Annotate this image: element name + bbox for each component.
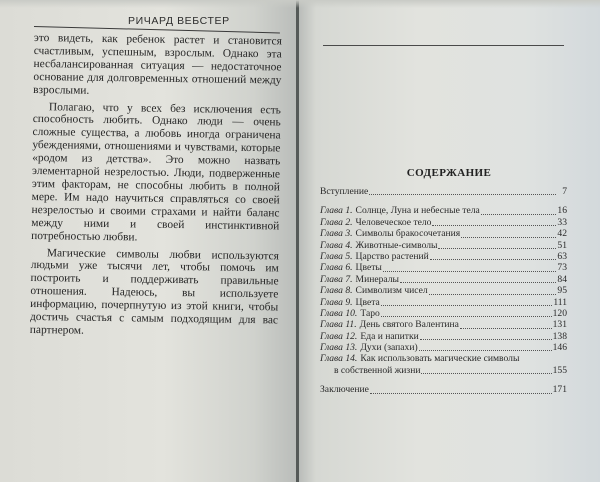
toc-entry-chapter	[320, 274, 567, 285]
toc-entry-title: Человеческое тело	[355, 216, 432, 228]
chapter-label: Глава 5.	[320, 250, 353, 262]
book-spine	[296, 0, 299, 482]
toc-entry-page: 42	[557, 228, 567, 240]
toc-entry-page: 63	[557, 250, 567, 262]
toc-entry-title: Духи (запахи)	[360, 342, 418, 354]
toc-entry-chapter	[320, 331, 567, 342]
spacer	[320, 376, 567, 384]
toc-entry-title: Цветы	[355, 262, 382, 274]
toc-entry-title: Заключение	[320, 384, 369, 396]
leader-dots	[481, 207, 556, 215]
leader-dots	[430, 252, 556, 260]
toc-entry-page: 95	[557, 285, 567, 297]
chapter-label: Глава 9.	[320, 296, 353, 308]
chapter-label: Глава 2.	[320, 216, 353, 228]
chapter-label: Глава 12.	[320, 330, 358, 342]
running-head-author: РИЧАРД ВЕБСТЕР	[128, 15, 230, 27]
toc-entry-page: 111	[553, 296, 567, 308]
toc-entry-page: 51	[557, 239, 567, 251]
toc-entry-title: Животные-символы	[355, 239, 438, 251]
toc-entry-title: Минералы	[355, 273, 399, 285]
paragraph: Магические символы любви используются людьми уже тысячи лет, чтобы помочь им построить и поддерживать правильные отношения. Надеюсь, вы используете информацию, почерпнутую из этой книги, чтобы достичь счастья с самым подходящим для вас партнером.	[29, 246, 279, 337]
toc-entry-page: 120	[552, 307, 567, 319]
leader-dots	[400, 275, 556, 283]
toc-entry-title: Как использовать магические символы	[360, 353, 520, 365]
toc-entry-chapter-14-continued	[320, 365, 567, 376]
leader-dots	[461, 230, 556, 238]
toc-entry-title: Символизм чисел	[355, 285, 428, 297]
toc-entry-chapter	[320, 251, 567, 262]
toc-entry-page: 84	[557, 273, 567, 285]
toc-entry-title: Царство растений	[355, 250, 429, 262]
toc-entry-page: 146	[552, 342, 567, 354]
paragraph: Полагаю, что у всех без исключения есть способность любить. Однако люди — очень сложные существа, а любовь иногда ограничена убеждениями, отношениями и чувствами, которые «родом из детства». Это можно назвать элементарной незрелостью. Люди, подверженные этим факторам, не способны любить в полной мере. Им надо научиться справляться со своей незрелостью и своими страхами и найти баланс между ними и своей инстинктивной потребностью любви.	[31, 100, 282, 244]
toc-entry-title: Цвета	[355, 296, 380, 308]
chapter-label: Глава 1.	[320, 205, 353, 217]
chapter-label: Глава 6.	[320, 262, 353, 274]
toc-entry-chapter	[320, 285, 567, 296]
leader-dots	[381, 309, 552, 317]
chapter-label: Глава 7.	[320, 273, 353, 285]
chapter-label: Глава 14.	[320, 353, 358, 365]
page-edge-shadow	[0, 0, 600, 8]
toc-entry-chapter	[320, 342, 567, 353]
left-page	[0, 0, 298, 482]
toc-entry-page: 138	[552, 330, 567, 342]
leader-dots	[383, 264, 556, 272]
toc-entry-title-continued: в собственной жизни	[334, 364, 421, 376]
toc-entry-chapter	[320, 205, 567, 216]
header-rule	[323, 45, 564, 46]
toc-entry-page: 155	[552, 364, 567, 376]
toc-entry-title: Еда и напитки	[360, 330, 419, 342]
toc-entry-page: 171	[552, 384, 567, 396]
leader-dots	[421, 366, 551, 374]
toc-entry-chapter-14	[320, 353, 567, 364]
body-text	[30, 32, 282, 340]
right-page	[298, 0, 600, 482]
toc-entry-page: 73	[557, 262, 567, 274]
chapter-label: Глава 8.	[320, 285, 353, 297]
leader-dots	[432, 218, 556, 226]
chapter-label: Глава 4.	[320, 239, 353, 251]
toc-entry-chapter	[320, 228, 567, 239]
table-of-contents	[320, 186, 567, 396]
toc-entry-title: День святого Валентина	[359, 319, 459, 331]
toc-entry-title: Вступление	[320, 186, 369, 197]
toc-entry-chapter	[320, 240, 567, 251]
toc-entry-chapter	[320, 308, 567, 319]
toc-entry-page: 16	[557, 205, 567, 217]
toc-title: СОДЕРЖАНИЕ	[406, 167, 492, 179]
spacer	[320, 197, 567, 205]
toc-entry-chapter	[320, 297, 567, 308]
toc-entry-page: 131	[552, 319, 567, 331]
toc-entry-title: Солнце, Луна и небесные тела	[355, 205, 480, 217]
leader-dots	[438, 241, 556, 249]
leader-dots	[460, 321, 552, 329]
toc-entry-chapter	[320, 262, 567, 273]
toc-entry-conclusion	[320, 384, 567, 395]
toc-entry-chapter	[320, 319, 567, 330]
toc-entry-chapter	[320, 217, 567, 228]
leader-dots	[381, 298, 553, 306]
chapter-label: Глава 3.	[320, 228, 353, 240]
chapter-label: Глава 11.	[320, 319, 357, 331]
toc-entry-page: 7	[562, 186, 567, 197]
leader-dots	[370, 386, 552, 394]
toc-entry-intro	[320, 186, 567, 197]
paragraph: это видеть, как ребенок растет и становится счастливым, успешным, взрослым. Однако эта несбалансированная ситуация — недостаточное основание для долговременных отношений между взрослыми.	[33, 32, 282, 97]
leader-dots	[369, 187, 556, 195]
chapter-label: Глава 13.	[320, 342, 358, 354]
toc-entry-page: 33	[557, 216, 567, 228]
toc-entry-title: Таро	[360, 307, 380, 319]
leader-dots	[419, 343, 552, 351]
chapter-label: Глава 10.	[320, 307, 358, 319]
toc-entry-title: Символы бракосочетания	[355, 228, 461, 240]
leader-dots	[420, 332, 552, 340]
leader-dots	[429, 287, 556, 295]
